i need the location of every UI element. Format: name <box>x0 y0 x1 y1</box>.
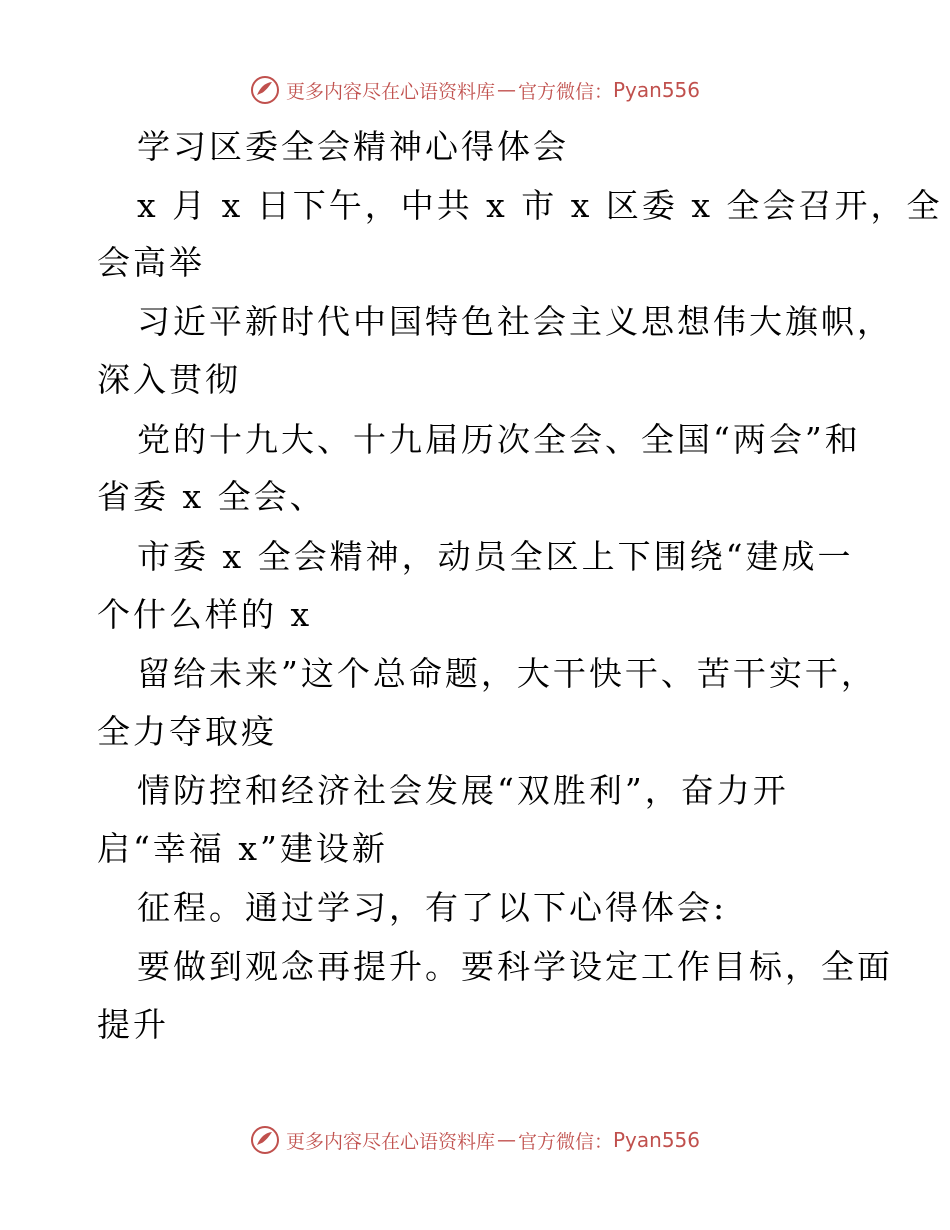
writing-hand-logo-icon <box>250 75 280 105</box>
text-line: 市委 x 全会精神，动员全区上下围绕“建成一 <box>137 537 854 576</box>
footer-watermark <box>0 1122 950 1158</box>
watermark-dash: — <box>496 1129 516 1151</box>
watermark-dash: — <box>496 79 516 101</box>
text-line: 全力夺取疫 <box>97 712 277 751</box>
text-line: 征程。通过学习，有了以下心得体会: <box>137 888 728 927</box>
watermark-label: 官方微信： <box>517 1130 613 1153</box>
text-line: x 月 x 日下午，中共 x 市 x 区委 x 全会召开，全 <box>137 186 943 225</box>
text-line: 情防控和经济社会发展“双胜利”，奋力开 <box>137 771 789 810</box>
watermark-handle: Pyan556 <box>613 1128 701 1152</box>
text-line: 省委 x 全会、 <box>97 477 326 516</box>
text-line: 个什么样的 x <box>97 595 313 634</box>
text-line: 深入贯彻 <box>97 360 241 399</box>
text-line: 要做到观念再提升。要科学设定工作目标，全面 <box>137 947 893 986</box>
watermark-label: 官方微信： <box>517 80 613 103</box>
text-line: 留给未来”这个总命题，大干快干、苦干实干， <box>137 654 877 693</box>
text-line: 提升 <box>97 1005 169 1044</box>
header-watermark <box>0 72 950 108</box>
watermark-text: 更多内容尽在心语资料库 <box>285 1130 495 1153</box>
text-line: 党的十九大、十九届历次全会、全国“两会”和 <box>137 420 861 459</box>
text-line: 习近平新时代中国特色社会主义思想伟大旗帜， <box>137 302 893 341</box>
writing-hand-logo-icon <box>250 1125 280 1155</box>
text-line: 启“幸福 x”建设新 <box>97 829 388 868</box>
text-line: 会高举 <box>97 243 205 282</box>
document-title: 学习区委全会精神心得体会 <box>137 127 569 166</box>
watermark-text: 更多内容尽在心语资料库 <box>285 80 495 103</box>
watermark-handle: Pyan556 <box>613 78 701 102</box>
